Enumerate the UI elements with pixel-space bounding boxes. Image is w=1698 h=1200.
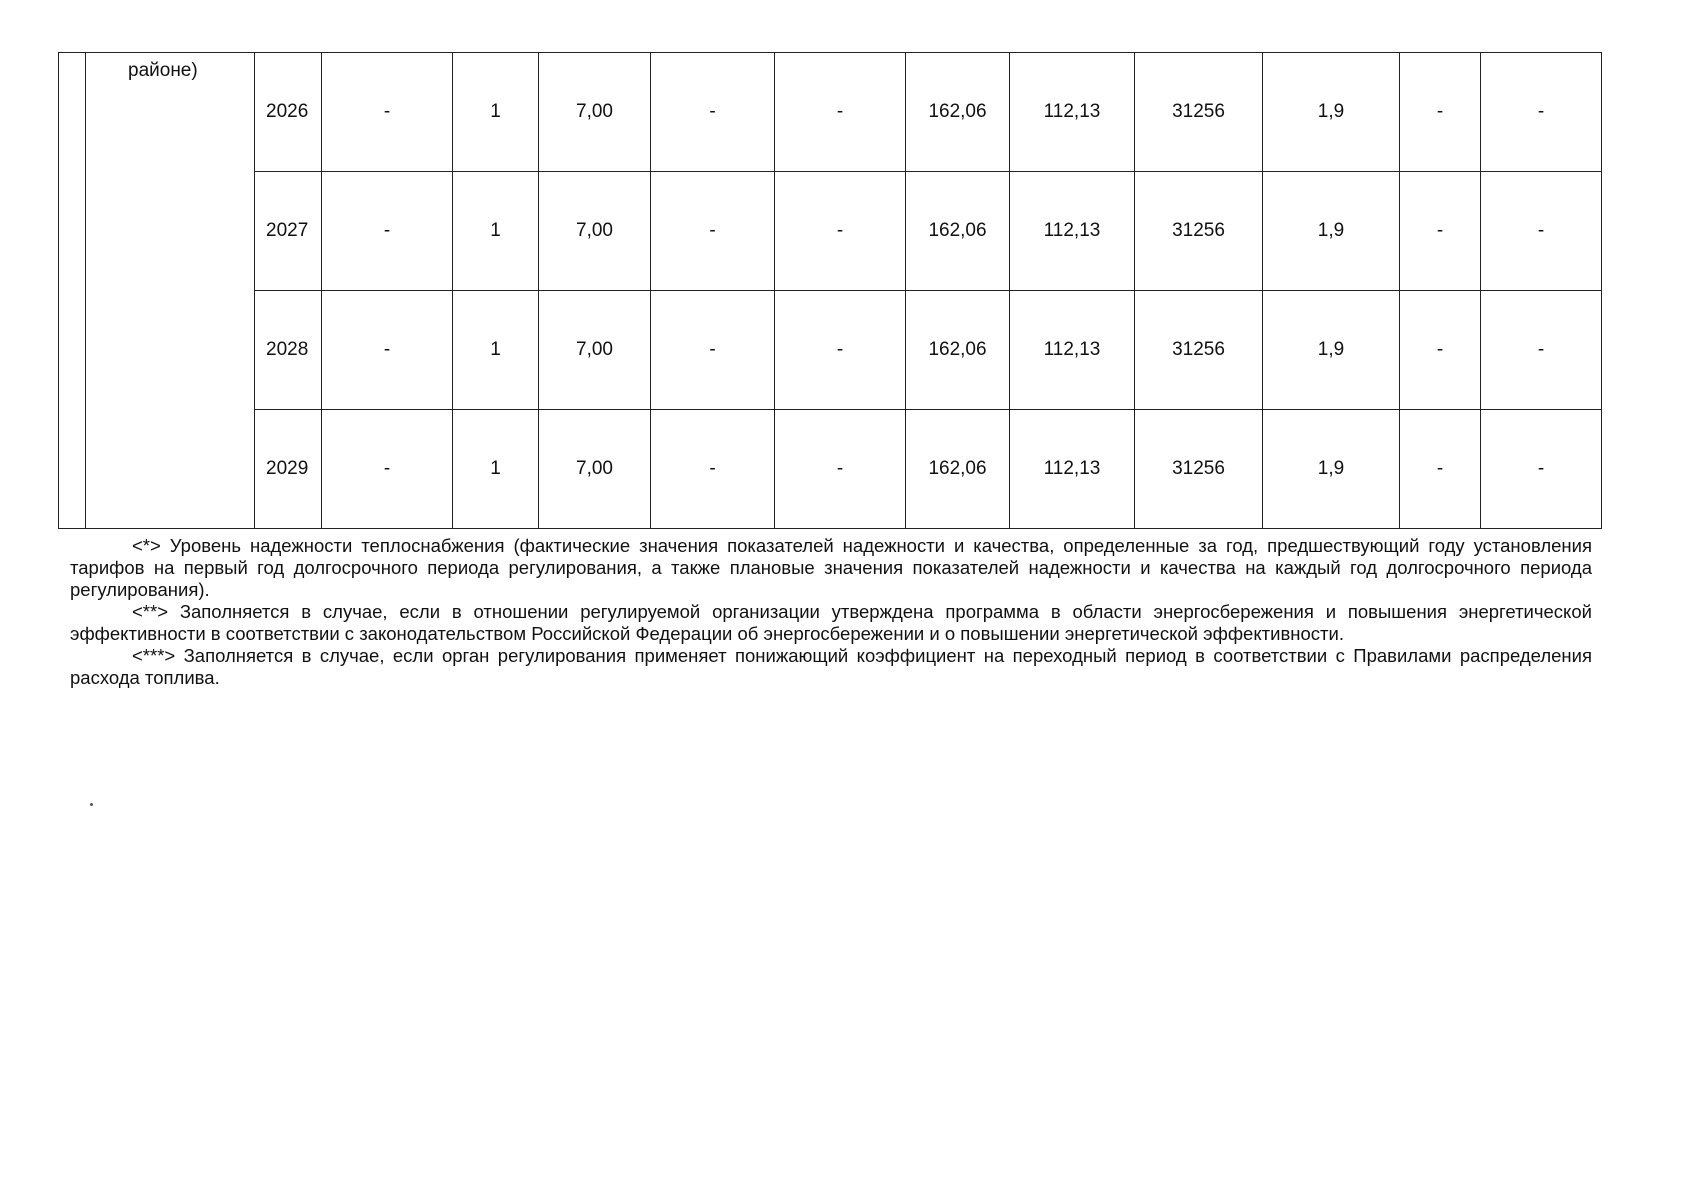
table-cell: 7,00 <box>539 291 651 410</box>
table-cell: - <box>651 291 775 410</box>
table-cell: - <box>651 410 775 529</box>
year-cell: 2026 <box>255 53 322 172</box>
table-cell: 112,13 <box>1010 53 1135 172</box>
table-cell: - <box>1481 172 1602 291</box>
table-cell: 112,13 <box>1010 172 1135 291</box>
table-cell: 1,9 <box>1263 172 1400 291</box>
table-cell: 31256 <box>1135 172 1263 291</box>
table-cell: - <box>775 410 906 529</box>
footnote-energy-saving: <**> Заполняется в случае, если в отношении регулируемой организации утверждена программа в области энергосбережения и повышения энергетической эффективности в соответствии с законодательством Российской Федерации об энергосбережении и о повышении энергетической эффективности. <box>70 601 1592 644</box>
table-cell: 1,9 <box>1263 410 1400 529</box>
table-cell: 7,00 <box>539 172 651 291</box>
table-cell: 7,00 <box>539 410 651 529</box>
table-row <box>59 172 1602 291</box>
scan-speck <box>90 803 93 806</box>
table-cell: - <box>775 53 906 172</box>
footnotes <box>70 535 1592 689</box>
table-cell: 1 <box>453 410 539 529</box>
table-cell: 1 <box>453 172 539 291</box>
year-cell: 2029 <box>255 410 322 529</box>
table-cell: 162,06 <box>906 53 1010 172</box>
table-cell: 7,00 <box>539 53 651 172</box>
table-cell: 31256 <box>1135 291 1263 410</box>
table-cell: - <box>775 172 906 291</box>
table-cell: - <box>322 410 453 529</box>
footnote-reduction-coefficient: <***> Заполняется в случае, если орган регулирования применяет понижающий коэффициент на переходный период в соответствии с Правилами распределения расхода топлива. <box>70 645 1592 688</box>
year-cell: 2028 <box>255 291 322 410</box>
table-cell: - <box>1481 410 1602 529</box>
table-cell: 31256 <box>1135 53 1263 172</box>
table-cell: 112,13 <box>1010 291 1135 410</box>
table-cell: - <box>1400 172 1481 291</box>
table-cell: - <box>1481 53 1602 172</box>
table-row <box>59 410 1602 529</box>
footnote-reliability: <*> Уровень надежности теплоснабжения (фактические значения показателей надежности и качества, определенные за год, предшествующий году установления тарифов на первый год долгосрочного периода регулирования, а также плановые значения показателей надежности и качества на каждый год долгосрочного периода регулирования). <box>70 535 1592 600</box>
table-cell: 162,06 <box>906 172 1010 291</box>
table-cell: - <box>1400 291 1481 410</box>
table-cell: - <box>1400 53 1481 172</box>
table-cell: 162,06 <box>906 291 1010 410</box>
table-cell: 112,13 <box>1010 410 1135 529</box>
table-cell: 1 <box>453 291 539 410</box>
region-name-cell: районе) <box>86 53 255 529</box>
table-cell: 162,06 <box>906 410 1010 529</box>
year-cell: 2027 <box>255 172 322 291</box>
table-row <box>59 53 1602 172</box>
table-cell: - <box>322 53 453 172</box>
table-cell: - <box>322 291 453 410</box>
table-cell: 1 <box>453 53 539 172</box>
table-cell: - <box>651 172 775 291</box>
blank-index-cell <box>59 53 86 529</box>
table-cell: - <box>322 172 453 291</box>
table-cell: 1,9 <box>1263 291 1400 410</box>
table-cell: 1,9 <box>1263 53 1400 172</box>
table-cell: - <box>651 53 775 172</box>
table-cell: 31256 <box>1135 410 1263 529</box>
table-cell: - <box>1400 410 1481 529</box>
table-row <box>59 291 1602 410</box>
table-cell: - <box>1481 291 1602 410</box>
table-cell: - <box>775 291 906 410</box>
tariff-table <box>58 52 1602 529</box>
